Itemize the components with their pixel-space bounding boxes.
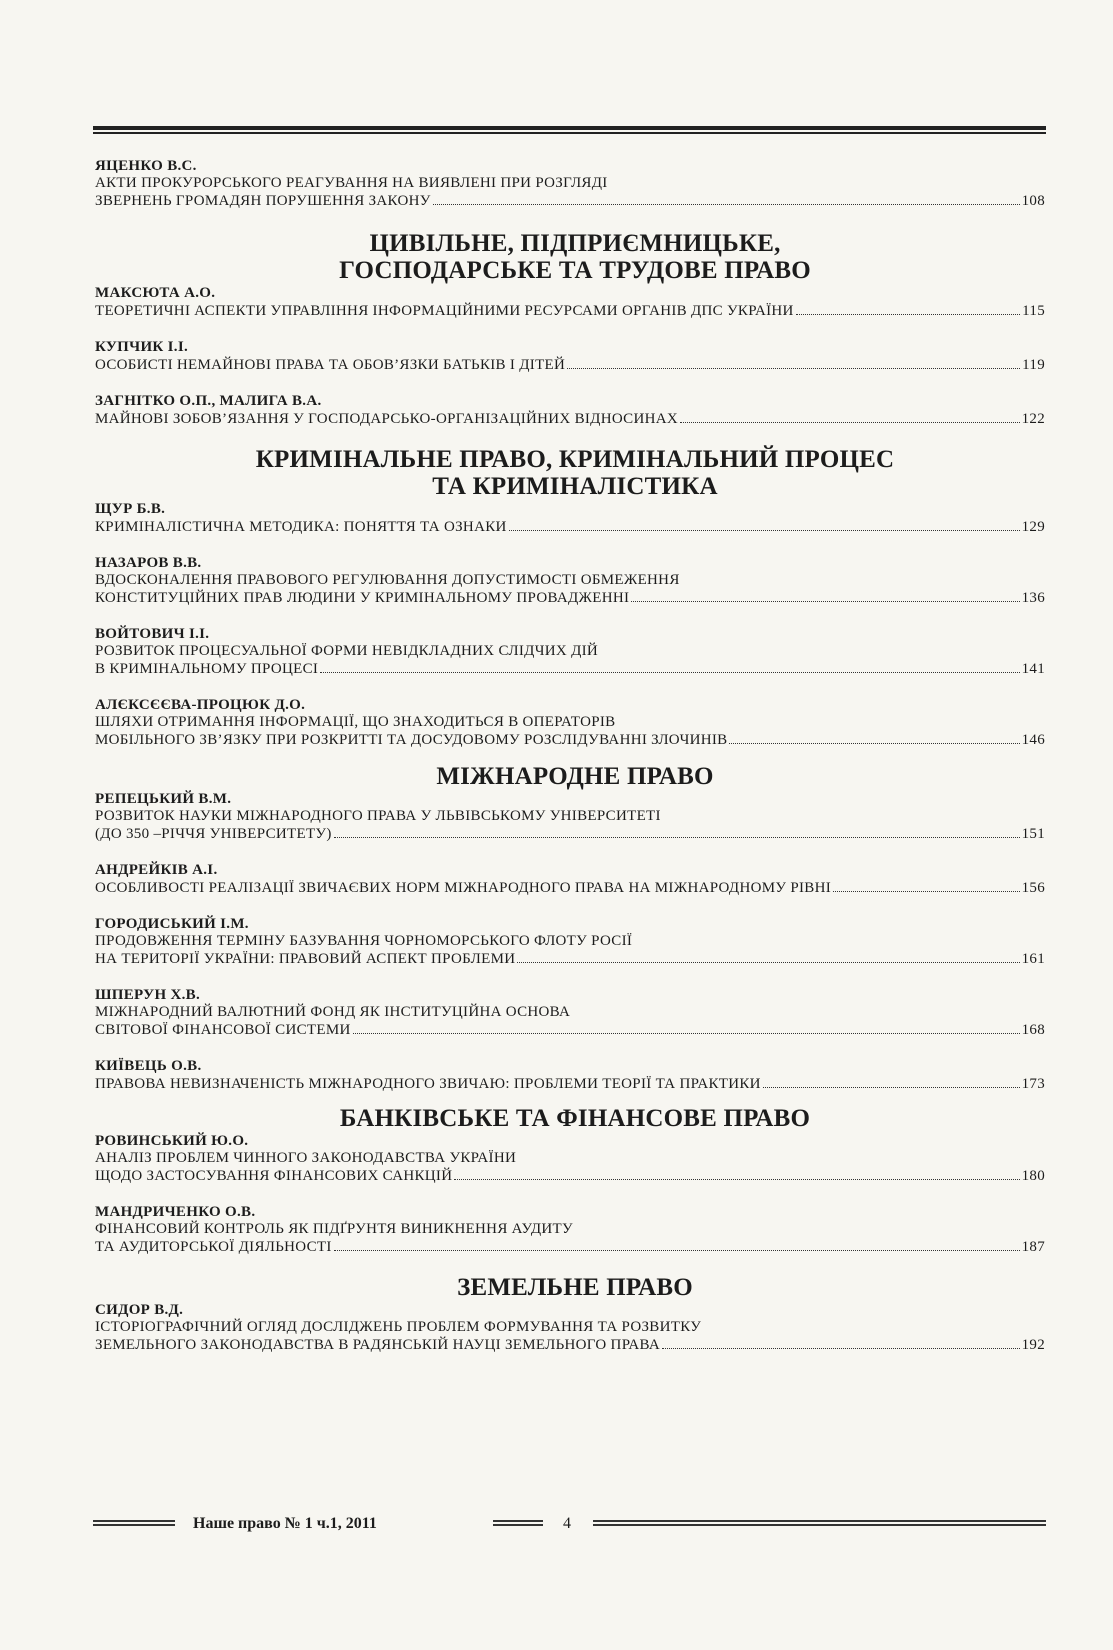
toc-entry[interactable]: [95, 697, 1045, 749]
section-heading: [95, 1105, 1045, 1132]
section-title-line: ТА КРИМІНАЛІСТИКА: [432, 473, 718, 500]
dot-leader: [334, 825, 1020, 838]
entry-page-number: 161: [1021, 951, 1045, 967]
entry-title-line: МІЖНАРОДНИЙ ВАЛЮТНИЙ ФОНД ЯК ІНСТИТУЦІЙНА ОСНОВА: [95, 1004, 571, 1020]
entry-title-line: КОНСТИТУЦІЙНИХ ПРАВ ЛЮДИНИ У КРИМІНАЛЬНОМУ ПРОВАДЖЕННІ: [95, 590, 630, 606]
dot-leader: [567, 356, 1020, 369]
dot-leader: [763, 1075, 1020, 1088]
entry-author: РЕПЕЦЬКИЙ В.М.: [95, 791, 232, 807]
section-title-line: ЦИВІЛЬНЕ, ПІДПРИЄМНИЦЬКЕ,: [369, 230, 781, 257]
entry-page-number: 180: [1021, 1168, 1045, 1184]
section-title-line: ГОСПОДАРСЬКЕ ТА ТРУДОВЕ ПРАВО: [339, 257, 811, 284]
footer-rule-middle: [493, 1520, 543, 1526]
entry-title-line: МОБІЛЬНОГО ЗВ’ЯЗКУ ПРИ РОЗКРИТТІ ТА ДОСУДОВОМУ РОЗСЛІДУВАННІ ЗЛОЧИНІВ: [95, 732, 728, 748]
entry-author: ЗАГНІТКО О.П., МАЛИГА В.А.: [95, 393, 322, 409]
entry-author: ШПЕРУН Х.В.: [95, 987, 200, 1003]
entry-author: АЛЄКСЄЄВА-ПРОЦЮК Д.О.: [95, 697, 306, 713]
entry-title-line: АКТИ ПРОКУРОРСЬКОГО РЕАГУВАННЯ НА ВИЯВЛЕНІ ПРИ РОЗГЛЯДІ: [95, 175, 608, 191]
dot-leader: [680, 410, 1020, 423]
entry-author: РОВИНСЬКИЙ Ю.О.: [95, 1133, 249, 1149]
entry-title-line: ФІНАНСОВИЙ КОНТРОЛЬ ЯК ПІДҐРУНТЯ ВИНИКНЕННЯ АУДИТУ: [95, 1221, 573, 1237]
entry-author: ГОРОДИСЬКИЙ І.М.: [95, 916, 249, 932]
entry-title-line: ЩОДО ЗАСТОСУВАННЯ ФІНАНСОВИХ САНКЦІЙ: [95, 1168, 453, 1184]
entry-title-line: КРИМІНАЛІСТИЧНА МЕТОДИКА: ПОНЯТТЯ ТА ОЗНАКИ: [95, 519, 507, 535]
entry-title-line: ШЛЯХИ ОТРИМАННЯ ІНФОРМАЦІЇ, ЩО ЗНАХОДИТЬСЯ В ОПЕРАТОРІВ: [95, 714, 616, 730]
entry-page-number: 151: [1021, 826, 1045, 842]
entry-page-number: 129: [1021, 519, 1045, 535]
toc-entry[interactable]: [95, 339, 1045, 374]
entry-title-line: ТЕОРЕТИЧНІ АСПЕКТИ УПРАВЛІННЯ ІНФОРМАЦІЙНИМИ РЕСУРСАМИ ОРГАНІВ ДПС УКРАЇНИ: [95, 303, 794, 319]
dot-leader: [509, 518, 1020, 531]
dot-leader: [729, 731, 1019, 744]
entry-title-line: МАЙНОВІ ЗОБОВ’ЯЗАННЯ У ГОСПОДАРСЬКО-ОРГАНІЗАЦІЙНИХ ВІДНОСИНАХ: [95, 411, 678, 427]
section-title-line: КРИМІНАЛЬНЕ ПРАВО, КРИМІНАЛЬНИЙ ПРОЦЕС: [255, 446, 895, 473]
section-heading: [95, 446, 1045, 500]
toc-entry[interactable]: [95, 791, 1045, 843]
dot-leader: [433, 192, 1020, 205]
entry-page-number: 146: [1021, 732, 1045, 748]
toc-entry[interactable]: [95, 916, 1045, 968]
toc-entry[interactable]: [95, 862, 1045, 897]
entry-page-number: 187: [1021, 1239, 1045, 1255]
entry-title-line: ЗВЕРНЕНЬ ГРОМАДЯН ПОРУШЕННЯ ЗАКОНУ: [95, 193, 431, 209]
entry-page-number: 136: [1021, 590, 1045, 606]
entry-author: МАКСЮТА А.О.: [95, 285, 216, 301]
section-heading: [95, 763, 1045, 790]
section-title-line: МІЖНАРОДНЕ ПРАВО: [436, 763, 714, 790]
footer-rule-left: [93, 1520, 175, 1526]
dot-leader: [517, 950, 1019, 963]
entry-title-line: ВДОСКОНАЛЕННЯ ПРАВОВОГО РЕГУЛЮВАННЯ ДОПУСТИМОСТІ ОБМЕЖЕННЯ: [95, 572, 680, 588]
entry-title-line: АНАЛІЗ ПРОБЛЕМ ЧИННОГО ЗАКОНОДАВСТВА УКРАЇНИ: [95, 1150, 517, 1166]
entry-title-line: (ДО 350 –РІЧЧЯ УНІВЕРСИТЕТУ): [95, 826, 332, 842]
entry-title-line: ОСОБИСТІ НЕМАЙНОВІ ПРАВА ТА ОБОВ’ЯЗКИ БАТЬКІВ І ДІТЕЙ: [95, 357, 566, 373]
entry-page-number: 156: [1021, 880, 1045, 896]
entry-author: КИЇВЕЦЬ О.В.: [95, 1058, 202, 1074]
entry-author: ВОЙТОВИЧ І.І.: [95, 626, 210, 642]
entry-page-number: 141: [1021, 661, 1045, 677]
entry-author: СИДОР В.Д.: [95, 1302, 184, 1318]
entry-title-line: РОЗВИТОК ПРОЦЕСУАЛЬНОЇ ФОРМИ НЕВІДКЛАДНИХ СЛІДЧИХ ДІЙ: [95, 643, 599, 659]
section-title-line: БАНКІВСЬКЕ ТА ФІНАНСОВЕ ПРАВО: [339, 1105, 811, 1132]
dot-leader: [353, 1021, 1020, 1034]
dot-leader: [631, 589, 1019, 602]
toc-entry[interactable]: [95, 1058, 1045, 1093]
dot-leader: [796, 302, 1020, 315]
page-footer: [93, 1515, 1046, 1535]
entry-title-line: ІСТОРІОГРАФІЧНИЙ ОГЛЯД ДОСЛІДЖЕНЬ ПРОБЛЕМ ФОРМУВАННЯ ТА РОЗВИТКУ: [95, 1319, 702, 1335]
entry-author: ЩУР Б.В.: [95, 501, 166, 517]
toc-entry[interactable]: [95, 987, 1045, 1039]
toc-entry[interactable]: [95, 1302, 1045, 1354]
dot-leader: [454, 1167, 1019, 1180]
entry-page-number: 173: [1021, 1076, 1045, 1092]
entry-title-line: СВІТОВОЇ ФІНАНСОВОЇ СИСТЕМИ: [95, 1022, 351, 1038]
toc-entry[interactable]: [95, 1204, 1045, 1256]
entry-title-line: ЗЕМЕЛЬНОГО ЗАКОНОДАВСТВА В РАДЯНСЬКІЙ НАУЦІ ЗЕМЕЛЬНОГО ПРАВА: [95, 1337, 661, 1353]
entry-page-number: 115: [1022, 303, 1045, 319]
section-heading: [95, 1274, 1045, 1301]
toc-entry[interactable]: [95, 393, 1045, 428]
toc-entry[interactable]: [95, 501, 1045, 536]
entry-page-number: 192: [1021, 1337, 1045, 1353]
entry-author: ЯЦЕНКО В.С.: [95, 158, 197, 174]
table-of-contents: [95, 157, 1045, 1354]
entry-title-line: ПРАВОВА НЕВИЗНАЧЕНІСТЬ МІЖНАРОДНОГО ЗВИЧАЮ: ПРОБЛЕМИ ТЕОРІЇ ТА ПРАКТИКИ: [95, 1076, 761, 1092]
dot-leader: [662, 1336, 1020, 1349]
entry-title-line: ПРОДОВЖЕННЯ ТЕРМІНУ БАЗУВАННЯ ЧОРНОМОРСЬКОГО ФЛОТУ РОСІЇ: [95, 933, 633, 949]
entry-page-number: 168: [1021, 1022, 1045, 1038]
toc-entry[interactable]: [95, 285, 1045, 320]
entry-page-number: 122: [1021, 411, 1045, 427]
entry-author: МАНДРИЧЕНКО О.В.: [95, 1204, 256, 1220]
dot-leader: [320, 660, 1019, 673]
journal-title: Наше право № 1 ч.1, 2011: [193, 1515, 377, 1532]
toc-entry[interactable]: [95, 158, 1045, 210]
section-title-line: ЗЕМЕЛЬНЕ ПРАВО: [457, 1274, 693, 1301]
page-number: 4: [563, 1515, 571, 1532]
toc-entry[interactable]: [95, 626, 1045, 678]
entry-title-line: В КРИМІНАЛЬНОМУ ПРОЦЕСІ: [95, 661, 319, 677]
footer-rule-right: [593, 1520, 1046, 1526]
toc-entry[interactable]: [95, 1133, 1045, 1185]
entry-page-number: 108: [1021, 193, 1045, 209]
entry-author: КУПЧИК І.І.: [95, 339, 189, 355]
section-heading: [95, 230, 1045, 284]
entry-title-line: ОСОБЛИВОСТІ РЕАЛІЗАЦІЇ ЗВИЧАЄВИХ НОРМ МІЖНАРОДНОГО ПРАВА НА МІЖНАРОДНОМУ РІВНІ: [95, 880, 832, 896]
entry-author: АНДРЕЙКІВ А.І.: [95, 862, 218, 878]
entry-title-line: РОЗВИТОК НАУКИ МІЖНАРОДНОГО ПРАВА У ЛЬВІВСЬКОМУ УНІВЕРСИТЕТІ: [95, 808, 661, 824]
entry-author: НАЗАРОВ В.В.: [95, 555, 202, 571]
entry-title-line: ТА АУДИТОРСЬКОЇ ДІЯЛЬНОСТІ: [95, 1239, 332, 1255]
top-double-rule: [93, 126, 1046, 134]
dot-leader: [334, 1238, 1020, 1251]
entry-page-number: 119: [1022, 357, 1045, 373]
dot-leader: [833, 879, 1020, 892]
entry-title-line: НА ТЕРИТОРІЇ УКРАЇНИ: ПРАВОВИЙ АСПЕКТ ПРОБЛЕМИ: [95, 951, 516, 967]
toc-entry[interactable]: [95, 555, 1045, 607]
